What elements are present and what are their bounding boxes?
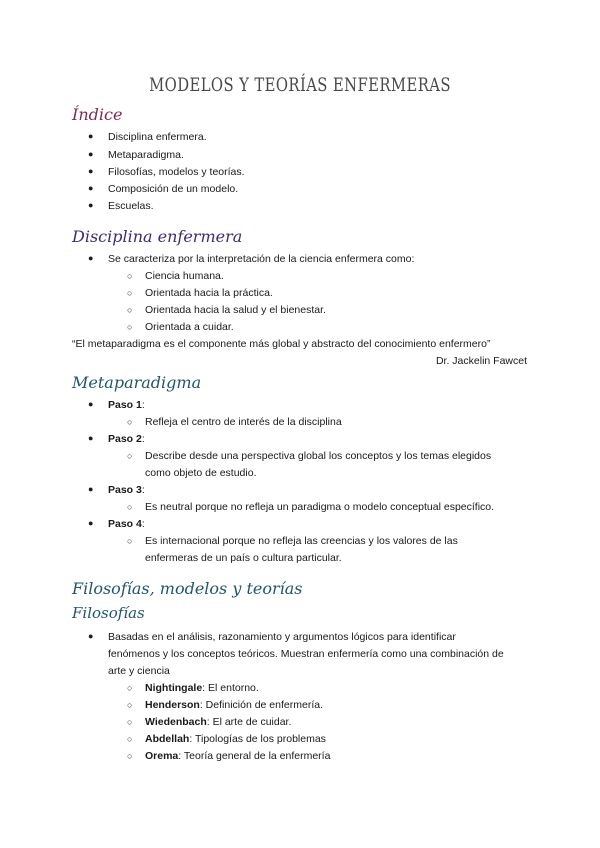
bullet-icon: ●	[88, 433, 94, 443]
list-item-continuation: arte y ciencia	[108, 665, 170, 677]
author-item: Wiedenbach: El arte de cuidar.	[145, 716, 292, 728]
list-item: Describe desde una perspectiva global los conceptos y los temas elegidos	[145, 450, 492, 462]
author-item: Abdellah: Tipologías de los problemas	[145, 733, 326, 745]
circle-bullet-icon: ○	[127, 751, 133, 761]
page-title: MODELOS Y TEORÍAS ENFERMERAS	[149, 74, 451, 96]
subheading-filosofias: Filosofías	[72, 604, 145, 622]
circle-bullet-icon: ○	[127, 417, 133, 427]
bullet-icon: ●	[88, 399, 94, 409]
quote: “El metaparadigma es el componente más global y abstracto del conocimiento enfermero”	[72, 338, 491, 350]
list-item: Escuelas.	[108, 200, 154, 212]
author-item: Nightingale: El entorno.	[145, 682, 259, 694]
paso-label: Paso 2:	[108, 433, 145, 445]
bullet-icon: ●	[88, 131, 94, 141]
paso-label: Paso 1:	[108, 399, 145, 411]
bullet-icon: ●	[88, 631, 94, 641]
bullet-icon: ●	[88, 200, 94, 210]
list-item: Metaparadigma.	[108, 149, 184, 161]
paso-label: Paso 4:	[108, 518, 145, 530]
circle-bullet-icon: ○	[127, 451, 133, 461]
circle-bullet-icon: ○	[127, 502, 133, 512]
list-item-continuation: como objeto de estudio.	[145, 467, 257, 479]
list-item: Disciplina enfermera.	[108, 131, 207, 143]
list-item: Es internacional porque no refleja las creencias y los valores de las	[145, 535, 458, 547]
circle-bullet-icon: ○	[127, 700, 133, 710]
paso-label: Paso 3:	[108, 484, 145, 496]
circle-bullet-icon: ○	[127, 288, 133, 298]
heading-metaparadigma: Metaparadigma	[72, 373, 202, 392]
list-item-continuation: enfermeras de un país o cultura particular.	[145, 552, 342, 564]
quote-author: Dr. Jackelin Fawcet	[435, 355, 527, 367]
list-item: Orientada a cuidar.	[145, 321, 234, 333]
list-item: Ciencia humana.	[145, 270, 224, 282]
list-item: Orientada hacia la práctica.	[145, 287, 273, 299]
list-item: Basadas en el análisis, razonamiento y argumentos lógicos para identificar	[108, 631, 456, 643]
bullet-icon: ●	[88, 183, 94, 193]
author-item: Henderson: Definición de enfermería.	[145, 699, 323, 711]
bullet-icon: ●	[88, 518, 94, 528]
circle-bullet-icon: ○	[127, 717, 133, 727]
list-item: Es neutral porque no refleja un paradigma o modelo conceptual específico.	[145, 501, 495, 513]
circle-bullet-icon: ○	[127, 322, 133, 332]
list-item: Refleja el centro de interés de la disciplina	[145, 416, 342, 428]
list-item: Filosofías, modelos y teorías.	[108, 166, 245, 178]
bullet-icon: ●	[88, 253, 94, 263]
heading-indice: Índice	[72, 105, 123, 124]
bullet-icon: ●	[88, 149, 94, 159]
circle-bullet-icon: ○	[127, 536, 133, 546]
list-item: Se caracteriza por la interpretación de la ciencia enfermera como:	[108, 253, 415, 265]
circle-bullet-icon: ○	[127, 683, 133, 693]
bullet-icon: ●	[88, 484, 94, 494]
heading-filosofias-modelos-teorias: Filosofías, modelos y teorías	[72, 579, 303, 598]
circle-bullet-icon: ○	[127, 734, 133, 744]
circle-bullet-icon: ○	[127, 271, 133, 281]
list-item-continuation: fenómenos y los conceptos teóricos. Muestran enfermería como una combinación de	[108, 648, 504, 660]
circle-bullet-icon: ○	[127, 305, 133, 315]
author-item: Orema: Teoría general de la enfermería	[145, 750, 331, 762]
bullet-icon: ●	[88, 166, 94, 176]
list-item: Orientada hacia la salud y el bienestar.	[145, 304, 326, 316]
heading-disciplina: Disciplina enfermera	[72, 227, 243, 246]
list-item: Composición de un modelo.	[108, 183, 239, 195]
